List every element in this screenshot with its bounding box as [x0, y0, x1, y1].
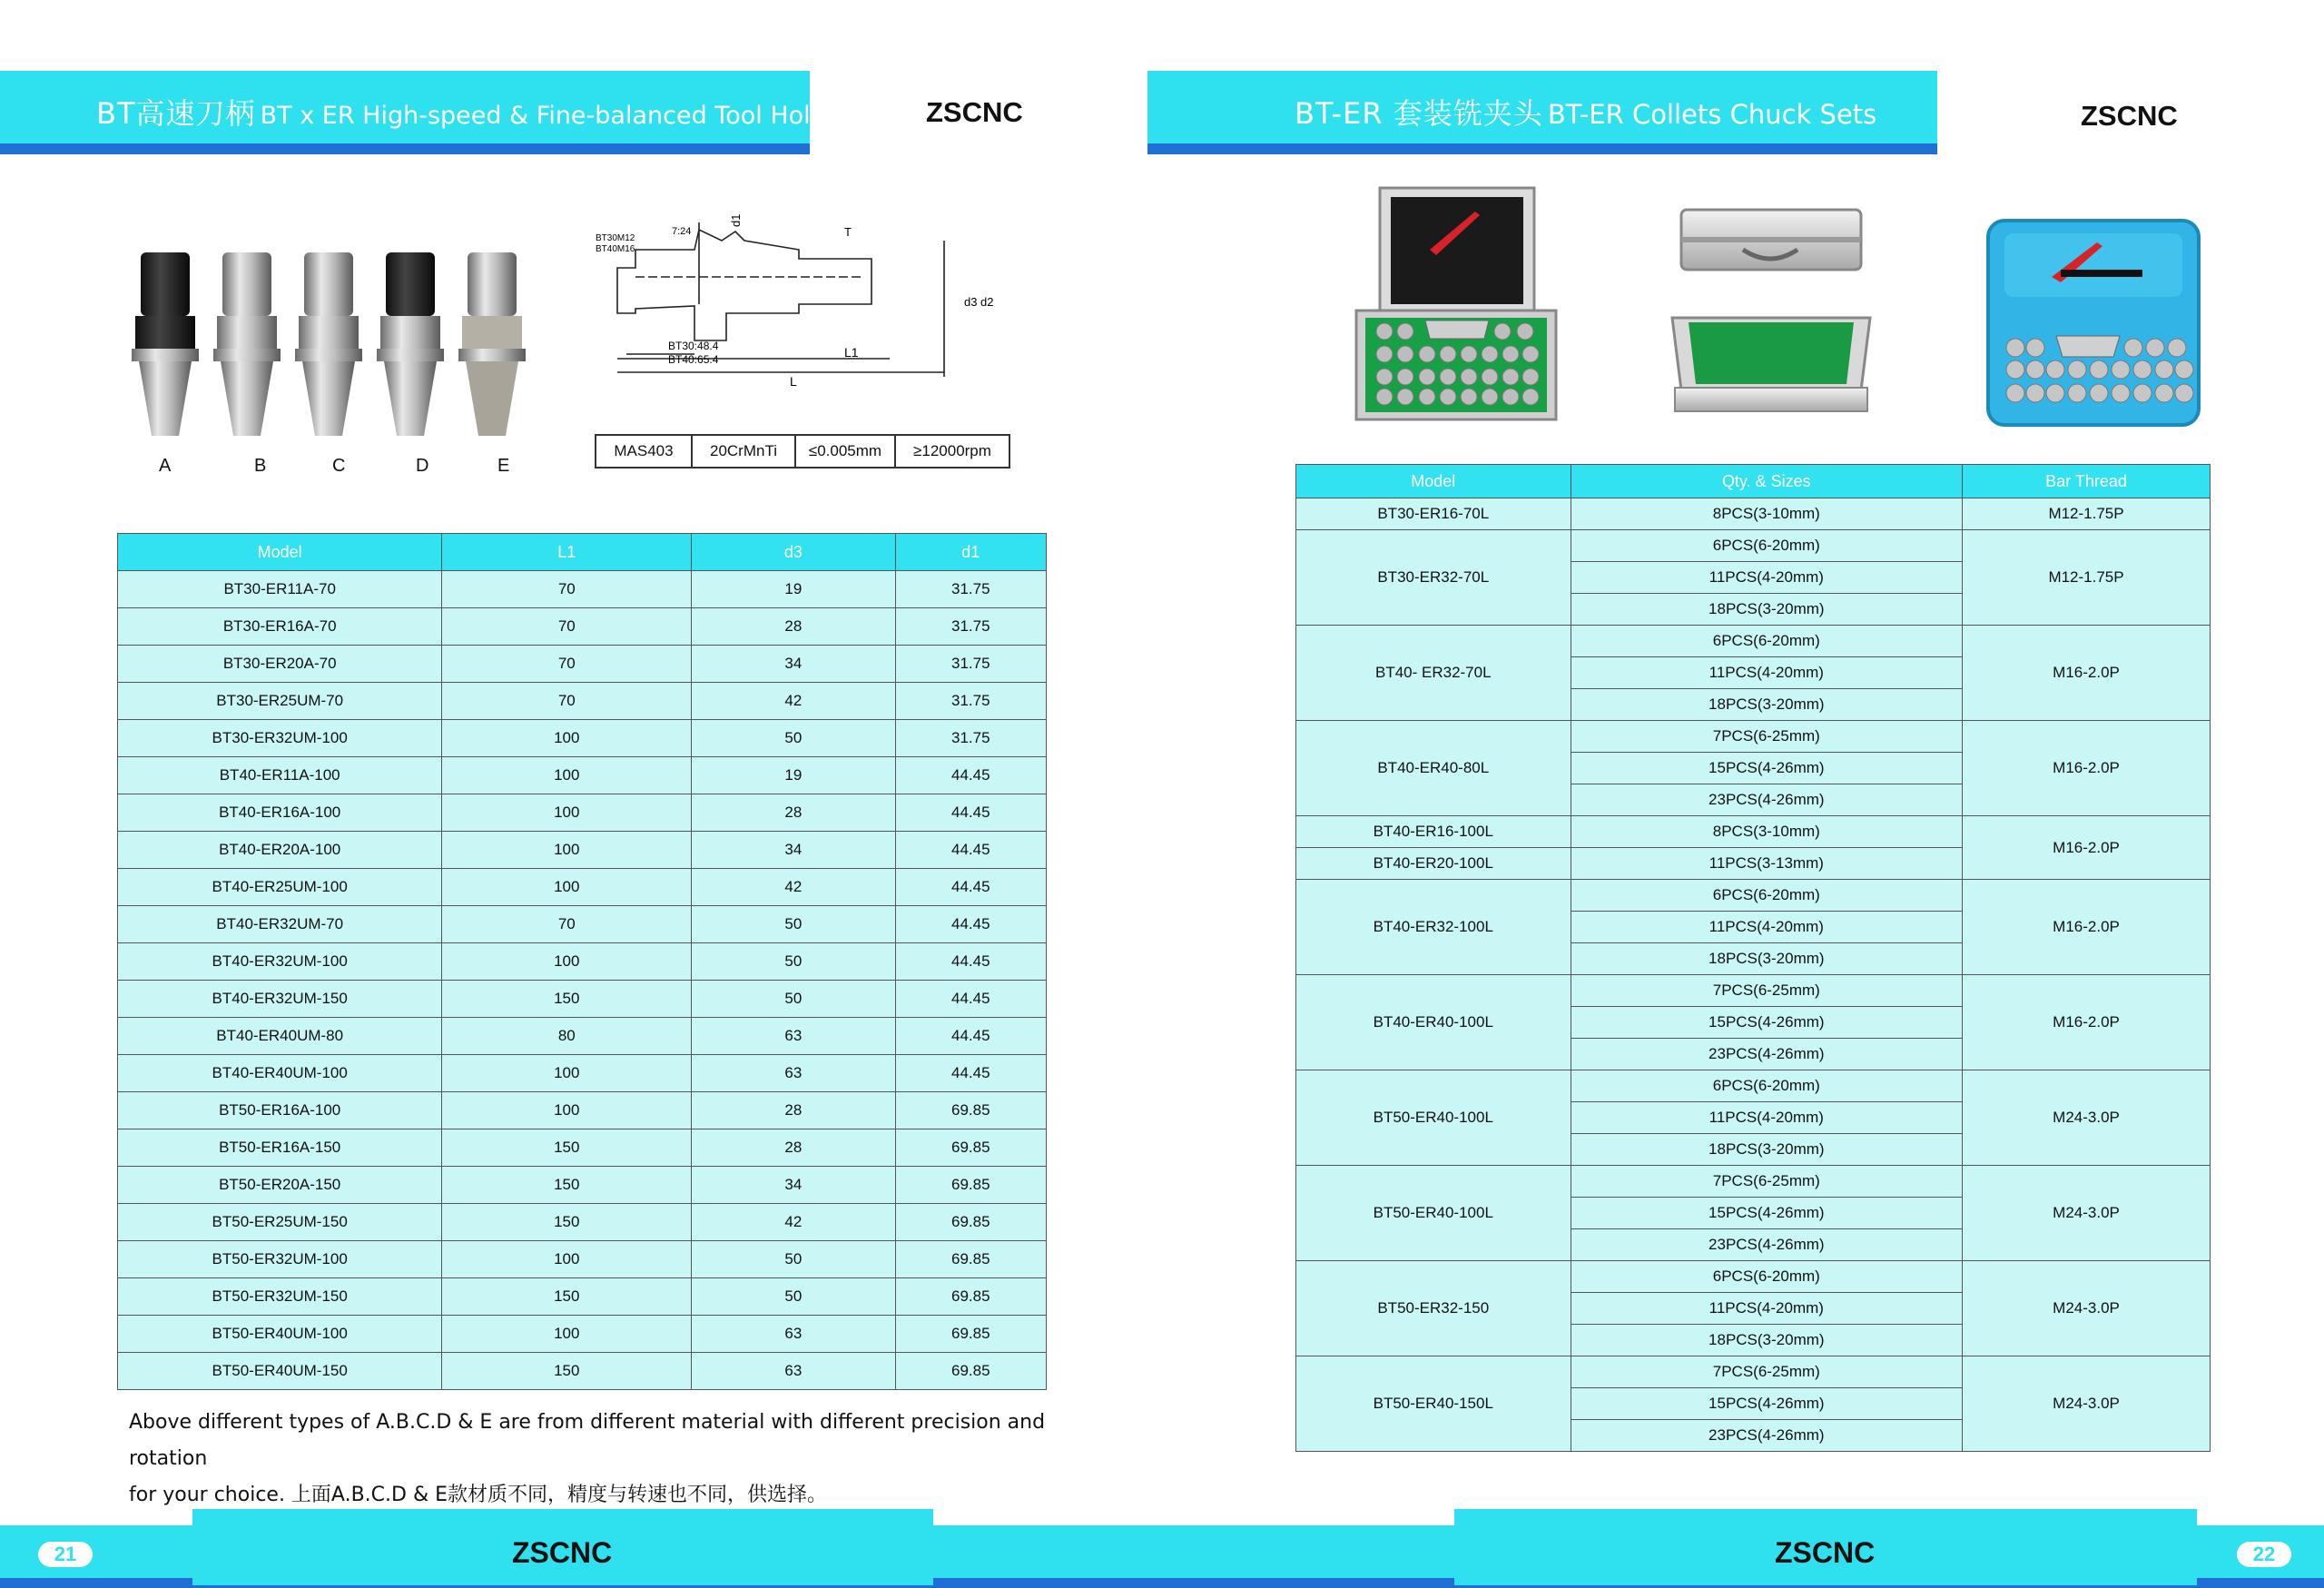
collet-chuck-sets-table [1295, 464, 2211, 1452]
cell-d1: 31.75 [895, 571, 1046, 608]
table-row [1296, 626, 2211, 657]
table-row [1296, 498, 2211, 530]
table-row [118, 683, 1047, 720]
right-title-cn: BT-ER 套装铣夹头 [1295, 96, 1543, 131]
cell-l1: 150 [442, 1129, 692, 1167]
cell-d1: 69.85 [895, 1278, 1046, 1316]
cell-d3: 34 [692, 832, 895, 869]
right-brand: ZSCNC [2081, 100, 2178, 132]
cell-d1: 44.45 [895, 1055, 1046, 1092]
open-aluminum-case [1356, 188, 1556, 419]
cell-model: BT50-ER40UM-100 [118, 1316, 442, 1353]
right-page-number: 22 [2237, 1542, 2291, 1567]
table-row [118, 943, 1047, 981]
cell-d1: 44.45 [895, 981, 1046, 1018]
drawing-label-bt30-length: BT30:48.4 [668, 340, 719, 352]
cell-model: BT50-ER40-150L [1296, 1356, 1571, 1452]
cell-d3: 19 [692, 757, 895, 794]
cell-d1: 69.85 [895, 1204, 1046, 1241]
cell-model: BT50-ER16A-100 [118, 1092, 442, 1129]
cell-qty-sizes: 6PCS(6-20mm) [1571, 530, 1963, 562]
cell-d1: 69.85 [895, 1167, 1046, 1204]
cell-model: BT40-ER40-80L [1296, 721, 1571, 816]
cell-qty-sizes: 18PCS(3-20mm) [1571, 1134, 1963, 1166]
cell-d3: 34 [692, 646, 895, 683]
holder-e [458, 252, 526, 436]
cell-l1: 150 [442, 1278, 692, 1316]
cell-d1: 31.75 [895, 720, 1046, 757]
cell-model: BT40-ER11A-100 [118, 757, 442, 794]
cell-l1: 150 [442, 1204, 692, 1241]
cell-model: BT30-ER32UM-100 [118, 720, 442, 757]
cell-bar-thread: M24-3.0P [1963, 1356, 2211, 1452]
cell-qty-sizes: 23PCS(4-26mm) [1571, 784, 1963, 816]
cell-qty-sizes: 11PCS(4-20mm) [1571, 657, 1963, 689]
table-row [118, 869, 1047, 906]
cell-qty-sizes: 11PCS(3-13mm) [1571, 848, 1963, 880]
left-title-en: BT x ER High-speed & Fine-balanced Tool Holders [260, 102, 864, 130]
cell-model: BT50-ER32UM-100 [118, 1241, 442, 1278]
table-row [118, 1018, 1047, 1055]
cell-d1: 44.45 [895, 906, 1046, 943]
cell-qty-sizes: 11PCS(4-20mm) [1571, 912, 1963, 943]
cell-d1: 31.75 [895, 683, 1046, 720]
cell-bar-thread: M24-3.0P [1963, 1166, 2211, 1261]
cell-model: BT40-ER32UM-70 [118, 906, 442, 943]
table-row [1296, 1261, 2211, 1293]
cell-model: BT50-ER25UM-150 [118, 1204, 442, 1241]
right-title-en: BT-ER Collets Chuck Sets [1547, 99, 1877, 130]
cell-d3: 50 [692, 943, 895, 981]
holder-d [377, 252, 444, 436]
cell-d1: 44.45 [895, 757, 1046, 794]
table-row [118, 1278, 1047, 1316]
spec-material: 20CrMnTi [692, 435, 795, 468]
cell-bar-thread: M16-2.0P [1963, 880, 2211, 975]
left-header-banner [0, 71, 864, 154]
table-row [1296, 721, 2211, 753]
cell-l1: 150 [442, 1167, 692, 1204]
left-page-number: 21 [38, 1542, 93, 1567]
cell-qty-sizes: 6PCS(6-20mm) [1571, 626, 1963, 657]
holder-label-d: D [416, 456, 429, 476]
left-brand: ZSCNC [926, 96, 1023, 128]
col-model: Model [118, 534, 442, 571]
table-header-row [1296, 465, 2211, 498]
material-spec-box [595, 434, 1010, 469]
col-bar-thread: Bar Thread [1963, 465, 2211, 498]
table-row [118, 757, 1047, 794]
cell-l1: 100 [442, 1316, 692, 1353]
table-row [1296, 1070, 2211, 1102]
holder-label-a: A [159, 456, 172, 476]
cell-model: BT50-ER32-150 [1296, 1261, 1571, 1356]
holder-label-c: C [332, 456, 346, 476]
cell-qty-sizes: 6PCS(6-20mm) [1571, 1070, 1963, 1102]
cell-model: BT50-ER40-100L [1296, 1166, 1571, 1261]
cell-model: BT40-ER32UM-150 [118, 981, 442, 1018]
middle-footer-band [933, 1525, 1454, 1578]
cell-qty-sizes: 7PCS(6-25mm) [1571, 721, 1963, 753]
cell-d1: 44.45 [895, 869, 1046, 906]
cell-model: BT40-ER20-100L [1296, 848, 1571, 880]
table-row [118, 646, 1047, 683]
table-row [118, 981, 1047, 1018]
table-row [1296, 816, 2211, 848]
cell-qty-sizes: 18PCS(3-20mm) [1571, 1325, 1963, 1356]
holder-label-b: B [254, 456, 267, 476]
drawing-label-bt40m16: BT40M16 [596, 244, 635, 254]
cell-qty-sizes: 23PCS(4-26mm) [1571, 1039, 1963, 1070]
cell-qty-sizes: 23PCS(4-26mm) [1571, 1229, 1963, 1261]
cell-qty-sizes: 6PCS(6-20mm) [1571, 1261, 1963, 1293]
cell-d3: 50 [692, 906, 895, 943]
cell-bar-thread: M12-1.75P [1963, 498, 2211, 530]
col-model: Model [1296, 465, 1571, 498]
cell-qty-sizes: 18PCS(3-20mm) [1571, 943, 1963, 975]
cell-l1: 70 [442, 608, 692, 646]
cell-qty-sizes: 15PCS(4-26mm) [1571, 1007, 1963, 1039]
cell-qty-sizes: 18PCS(3-20mm) [1571, 594, 1963, 626]
table-row [118, 1129, 1047, 1167]
cell-bar-thread: M24-3.0P [1963, 1070, 2211, 1166]
cell-bar-thread: M16-2.0P [1963, 975, 2211, 1070]
table-row [118, 571, 1047, 608]
col-d1: d1 [895, 534, 1046, 571]
cell-d3: 50 [692, 1241, 895, 1278]
table-row [1296, 530, 2211, 562]
holder-label-e: E [497, 456, 510, 476]
spec-precision: ≤0.005mm [795, 435, 895, 468]
cell-bar-thread: M12-1.75P [1963, 530, 2211, 626]
cell-model: BT30-ER16-70L [1296, 498, 1571, 530]
cell-qty-sizes: 18PCS(3-20mm) [1571, 689, 1963, 721]
table-row [118, 1353, 1047, 1390]
cell-model: BT40-ER40-100L [1296, 975, 1571, 1070]
cell-d3: 28 [692, 794, 895, 832]
drawing-label-d3: d3 [964, 295, 978, 309]
right-footer-brand: ZSCNC [1775, 1536, 1876, 1569]
cell-qty-sizes: 7PCS(6-25mm) [1571, 975, 1963, 1007]
technical-drawing [590, 204, 994, 395]
cell-d3: 50 [692, 981, 895, 1018]
cell-qty-sizes: 11PCS(4-20mm) [1571, 1293, 1963, 1325]
cell-d3: 19 [692, 571, 895, 608]
cell-bar-thread: M24-3.0P [1963, 1261, 2211, 1356]
cell-model: BT50-ER32UM-150 [118, 1278, 442, 1316]
cell-model: BT40-ER32-100L [1296, 880, 1571, 975]
drawing-label-d2: d2 [980, 295, 994, 309]
cell-model: BT50-ER40UM-150 [118, 1353, 442, 1390]
cell-l1: 70 [442, 571, 692, 608]
table-row [118, 1055, 1047, 1092]
cell-model: BT40-ER32UM-100 [118, 943, 442, 981]
cell-l1: 80 [442, 1018, 692, 1055]
closed-aluminum-case [1672, 210, 1870, 411]
blue-plastic-case [1988, 221, 2199, 425]
cell-l1: 70 [442, 646, 692, 683]
cell-model: BT30-ER16A-70 [118, 608, 442, 646]
table-header-row [118, 534, 1047, 571]
table-row [118, 906, 1047, 943]
cell-qty-sizes: 11PCS(4-20mm) [1571, 562, 1963, 594]
cell-l1: 100 [442, 720, 692, 757]
holder-b [213, 252, 281, 436]
table-row [118, 794, 1047, 832]
cell-model: BT30-ER20A-70 [118, 646, 442, 683]
left-header-underline [0, 143, 810, 154]
cell-bar-thread: M16-2.0P [1963, 721, 2211, 816]
spec-standard: MAS403 [596, 435, 692, 468]
cell-qty-sizes: 15PCS(4-26mm) [1571, 1198, 1963, 1229]
table-row [118, 608, 1047, 646]
cell-d3: 28 [692, 608, 895, 646]
cell-model: BT30-ER11A-70 [118, 571, 442, 608]
col-d3: d3 [692, 534, 895, 571]
table-row [118, 1241, 1047, 1278]
cell-bar-thread: M16-2.0P [1963, 816, 2211, 880]
cell-d1: 69.85 [895, 1241, 1046, 1278]
cell-qty-sizes: 7PCS(6-25mm) [1571, 1166, 1963, 1198]
cell-model: BT40-ER16-100L [1296, 816, 1571, 848]
drawing-label-t: T [844, 225, 852, 239]
cell-qty-sizes: 15PCS(4-26mm) [1571, 1388, 1963, 1420]
table-row [1296, 1356, 2211, 1388]
drawing-label-taper: 7:24 [672, 226, 692, 237]
drawing-label-bt40-length: BT40:65.4 [668, 353, 719, 366]
cell-d1: 31.75 [895, 608, 1046, 646]
holder-c [295, 252, 362, 436]
cell-d3: 42 [692, 683, 895, 720]
cell-qty-sizes: 7PCS(6-25mm) [1571, 1356, 1963, 1388]
cell-d3: 42 [692, 869, 895, 906]
cell-d1: 69.85 [895, 1316, 1046, 1353]
table-row [118, 1167, 1047, 1204]
right-header-underline [1147, 143, 1937, 154]
spec-rotation: ≥12000rpm [895, 435, 1009, 468]
cell-model: BT30-ER32-70L [1296, 530, 1571, 626]
cell-model: BT50-ER16A-150 [118, 1129, 442, 1167]
cell-d1: 44.45 [895, 1018, 1046, 1055]
cell-d1: 69.85 [895, 1092, 1046, 1129]
cell-model: BT50-ER20A-150 [118, 1167, 442, 1204]
cell-l1: 100 [442, 1092, 692, 1129]
cell-model: BT40-ER40UM-80 [118, 1018, 442, 1055]
cell-model: BT40-ER25UM-100 [118, 869, 442, 906]
cell-bar-thread: M16-2.0P [1963, 626, 2211, 721]
cell-l1: 100 [442, 794, 692, 832]
material-note [129, 1405, 1055, 1514]
right-header-banner [1147, 71, 1937, 154]
table-row [1296, 880, 2211, 912]
cell-qty-sizes: 23PCS(4-26mm) [1571, 1420, 1963, 1452]
cell-l1: 100 [442, 869, 692, 906]
cell-d1: 69.85 [895, 1129, 1046, 1167]
cell-d1: 44.45 [895, 832, 1046, 869]
cell-qty-sizes: 6PCS(6-20mm) [1571, 880, 1963, 912]
cell-d3: 42 [692, 1204, 895, 1241]
col-qty-sizes: Qty. & Sizes [1571, 465, 1963, 498]
cell-d3: 50 [692, 720, 895, 757]
cell-d3: 63 [692, 1055, 895, 1092]
cell-l1: 100 [442, 757, 692, 794]
note-line-1: Above different types of A.B.C.D & E are from different material with different precision and rotation [129, 1411, 1046, 1470]
cell-l1: 70 [442, 906, 692, 943]
left-footer-band-small [0, 1525, 192, 1578]
cell-model: BT50-ER40-100L [1296, 1070, 1571, 1166]
table-row [1296, 1166, 2211, 1198]
table-row [118, 1316, 1047, 1353]
cell-d3: 63 [692, 1316, 895, 1353]
cell-d3: 28 [692, 1129, 895, 1167]
cell-l1: 70 [442, 683, 692, 720]
cell-d3: 50 [692, 1278, 895, 1316]
cell-qty-sizes: 15PCS(4-26mm) [1571, 753, 1963, 784]
table-row [1296, 975, 2211, 1007]
cell-l1: 100 [442, 943, 692, 981]
cell-d3: 63 [692, 1018, 895, 1055]
cell-d1: 44.45 [895, 794, 1046, 832]
cell-model: BT40- ER32-70L [1296, 626, 1571, 721]
cell-qty-sizes: 11PCS(4-20mm) [1571, 1102, 1963, 1134]
drawing-label-d1: d1 [729, 213, 743, 227]
cell-l1: 100 [442, 1241, 692, 1278]
cell-model: BT40-ER16A-100 [118, 794, 442, 832]
tool-holder-spec-table [117, 533, 1047, 1390]
cell-d3: 63 [692, 1353, 895, 1390]
cell-model: BT40-ER40UM-100 [118, 1055, 442, 1092]
drawing-label-l1: L1 [844, 345, 859, 360]
cell-l1: 150 [442, 1353, 692, 1390]
cell-l1: 100 [442, 832, 692, 869]
cell-d1: 69.85 [895, 1353, 1046, 1390]
tool-holder-images [123, 243, 549, 452]
cell-l1: 100 [442, 1055, 692, 1092]
cell-model: BT40-ER20A-100 [118, 832, 442, 869]
col-l1: L1 [442, 534, 692, 571]
table-row [118, 1092, 1047, 1129]
drawing-label-l: L [790, 374, 797, 389]
drawing-label-bt30m12: BT30M12 [596, 233, 635, 243]
cell-d3: 28 [692, 1092, 895, 1129]
cell-d1: 31.75 [895, 646, 1046, 683]
collet-set-case-photos [1353, 186, 2260, 431]
cell-l1: 150 [442, 981, 692, 1018]
note-line-2: for your choice. 上面A.B.C.D & E款材质不同，精度与转速也不同，供选择。 [129, 1484, 828, 1506]
holder-a [132, 252, 199, 436]
table-row [118, 720, 1047, 757]
cell-qty-sizes: 8PCS(3-10mm) [1571, 498, 1963, 530]
left-footer-brand: ZSCNC [512, 1536, 613, 1569]
table-row [118, 1204, 1047, 1241]
left-title-cn: BT高速刀柄 [96, 96, 256, 131]
cell-d1: 44.45 [895, 943, 1046, 981]
cell-d3: 34 [692, 1167, 895, 1204]
cell-qty-sizes: 8PCS(3-10mm) [1571, 816, 1963, 848]
cell-model: BT30-ER25UM-70 [118, 683, 442, 720]
table-row [118, 832, 1047, 869]
